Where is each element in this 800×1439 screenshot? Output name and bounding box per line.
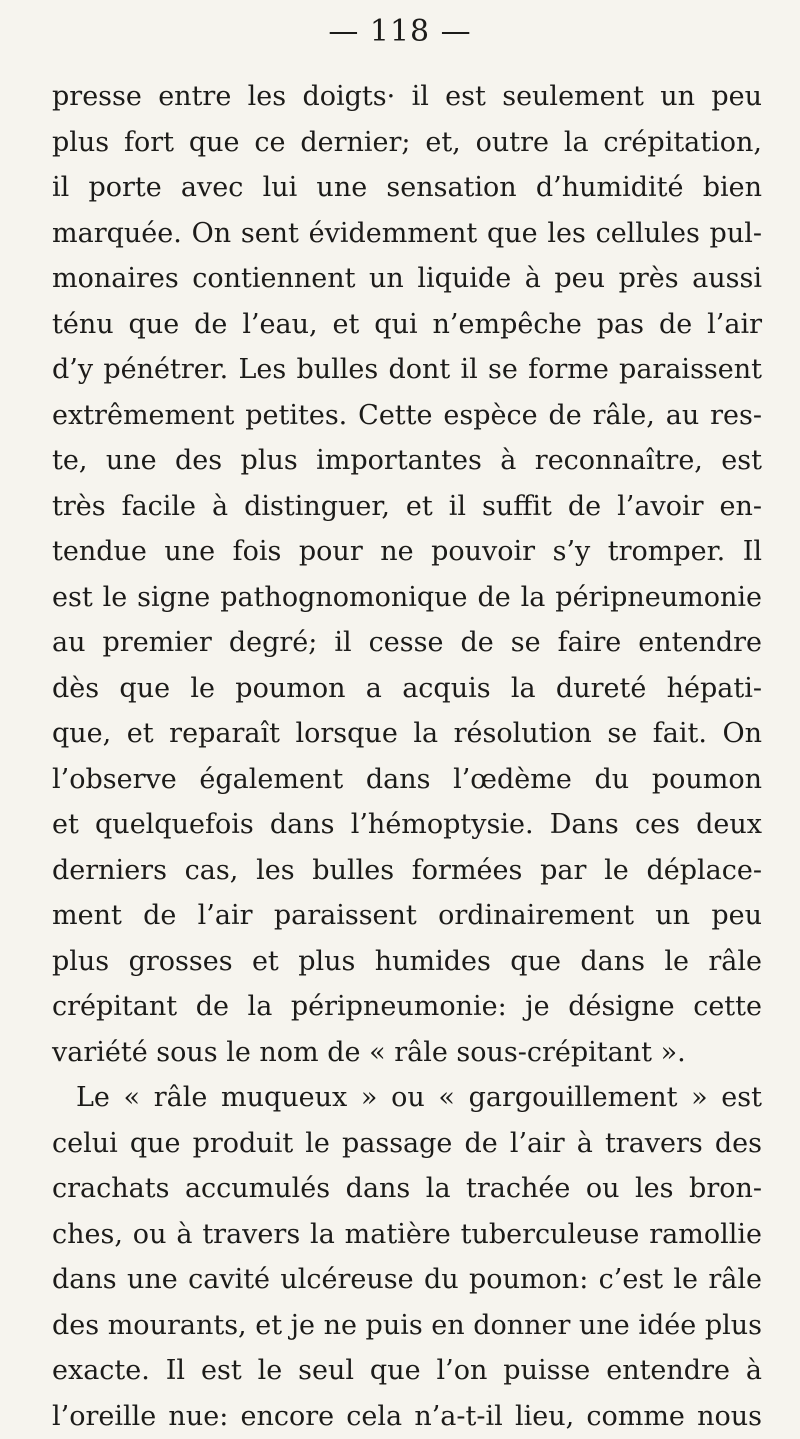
text-line: marquée. On sent évidemment que les cellules pul- <box>52 211 762 257</box>
text-line: au premier degré; il cesse de se faire entendre <box>52 620 762 666</box>
text-line: dans une cavité ulcéreuse du poumon: c’est le râle <box>52 1257 762 1303</box>
text-line: dès que le poumon a acquis la dureté hépati- <box>52 666 762 712</box>
text-line: que, et reparaît lorsque la résolution se fait. On <box>52 711 762 757</box>
page-number: — 118 — <box>0 14 800 49</box>
text-line: d’y pénétrer. Les bulles dont il se forme paraissent <box>52 347 762 393</box>
text-line: très facile à distinguer, et il suffit de l’avoir en- <box>52 484 762 530</box>
body-text <box>52 74 762 1439</box>
text-line: presse entre les doigts· il est seulement un peu <box>52 74 762 120</box>
text-line: extrêmement petites. Cette espèce de râle, au res- <box>52 393 762 439</box>
text-line: te, une des plus importantes à reconnaître, est <box>52 438 762 484</box>
text-line: crépitant de la péripneumonie: je désigne cette <box>52 984 762 1030</box>
text-line: l’observe également dans l’œdème du poumon <box>52 757 762 803</box>
text-line: il porte avec lui une sensation d’humidité bien <box>52 165 762 211</box>
text-line: crachats accumulés dans la trachée ou les bron- <box>52 1166 762 1212</box>
text-line: monaires contiennent un liquide à peu près aussi <box>52 256 762 302</box>
text-line: ment de l’air paraissent ordinairement un peu <box>52 893 762 939</box>
text-line: plus fort que ce dernier; et, outre la crépitation, <box>52 120 762 166</box>
text-line: Le « râle muqueux » ou « gargouillement » est <box>52 1075 762 1121</box>
text-line: variété sous le nom de « râle sous-crépitant ». <box>52 1030 762 1076</box>
text-line: derniers cas, les bulles formées par le déplace- <box>52 848 762 894</box>
text-line: l’oreille nue: encore cela n’a-t-il lieu, comme nous <box>52 1394 762 1439</box>
text-line: tendue une fois pour ne pouvoir s’y tromper. Il <box>52 529 762 575</box>
text-line: ténu que de l’eau, et qui n’empêche pas de l’air <box>52 302 762 348</box>
text-line: et quelquefois dans l’hémoptysie. Dans ces deux <box>52 802 762 848</box>
text-line: plus grosses et plus humides que dans le râle <box>52 939 762 985</box>
text-line: celui que produit le passage de l’air à travers des <box>52 1121 762 1167</box>
text-line: est le signe pathognomonique de la péripneumonie <box>52 575 762 621</box>
text-line: des mourants, et je ne puis en donner une idée plus <box>52 1303 762 1349</box>
text-line: ches, ou à travers la matière tuberculeuse ramollie <box>52 1212 762 1258</box>
text-line: exacte. Il est le seul que l’on puisse entendre à <box>52 1348 762 1394</box>
